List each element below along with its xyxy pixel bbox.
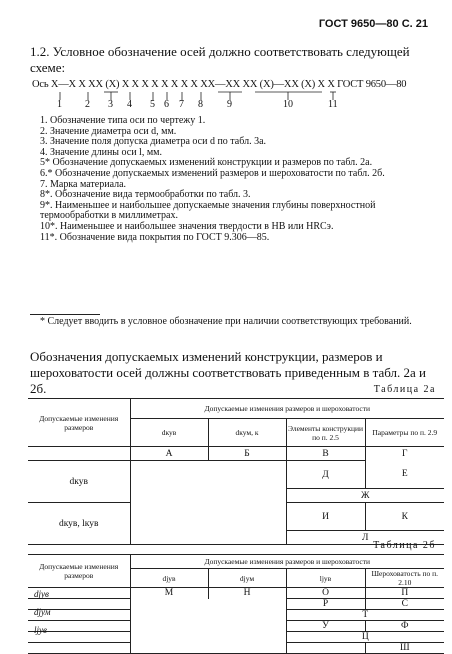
- table-a-col: Параметры по п. 2.9: [365, 419, 444, 447]
- formula-number: 7: [179, 99, 184, 110]
- table-a-col: dкум, к: [208, 419, 286, 447]
- formula-number: 6: [164, 99, 169, 110]
- designation-formula: Ось X—X X XX (X) X X X X X X X X XX—XX XX (X)—XX (X) X X ГОСТ 9650—80: [32, 79, 407, 90]
- code-cell: К: [365, 503, 444, 531]
- code-cell: Ж: [286, 489, 444, 503]
- list-item: 9*. Наименьшее и наибольшее допускаемые значения глубины поверхностной термообработки в миллиметрах.: [40, 199, 376, 222]
- list-item: 3. Значение поля допуска диаметра оси d по табл. 3а.: [40, 136, 267, 148]
- table-b-col: dјум: [208, 569, 286, 588]
- code-cell: Б: [208, 447, 286, 461]
- table-a-col0: Допускаемые изменения размеров: [28, 399, 130, 447]
- table-b-col: lјув: [286, 569, 365, 588]
- code-cell: Д: [286, 461, 365, 489]
- list-item: 6.* Обозначение допускаемых изменений размеров и шероховатости по табл. 2б.: [40, 167, 385, 179]
- formula-number: 10: [283, 99, 293, 110]
- list-item: 11*. Обозначение вида покрытия по ГОСТ 9.306—85.: [40, 231, 270, 243]
- table-b-row-label: dјув: [34, 589, 49, 599]
- code-cell: Ш: [365, 643, 444, 654]
- code-cell: Н: [208, 588, 286, 599]
- list-item: 7. Марка материала.: [40, 178, 127, 190]
- table-b-col0: Допускаемые изменения размеров: [28, 555, 130, 588]
- table-b-row-label: lјув: [34, 625, 47, 635]
- list-item: 2. Значение диаметра оси d, мм.: [40, 125, 177, 137]
- footnote: * Следует вводить в условное обозначение при наличии соответствующих требований.: [40, 316, 412, 327]
- paragraph: Обозначения допускаемых изменений конструкции, размеров и шероховатости осей должны соответствовать приведенным в табл. 2а и 2б.: [30, 349, 426, 396]
- list-item: 10*. Наименьшее и наибольшее значения твердости в HB или HRCэ.: [40, 220, 334, 232]
- code-cell: Ц: [286, 632, 444, 643]
- code-cell: М: [130, 588, 208, 599]
- code-cell: Т: [286, 610, 444, 621]
- formula-number: 1: [57, 99, 62, 110]
- list-item: 1. Обозначение типа оси по чертежу 1.: [40, 115, 206, 126]
- table-b-row-label: dјум: [34, 607, 51, 617]
- section-intro: 1.2. Условное обозначение осей должно соответствовать следующей схеме:: [30, 44, 410, 75]
- table-b: [28, 554, 444, 654]
- code-cell: Е: [365, 461, 444, 489]
- table-a-col: Элементы конструкции по п. 2.5: [286, 419, 365, 447]
- code-cell: В: [286, 447, 365, 461]
- table-b-col: dјув: [130, 569, 208, 588]
- code-cell: У: [286, 621, 365, 632]
- table-a: [28, 398, 444, 545]
- code-cell: С: [365, 599, 444, 610]
- page-header: ГОСТ 9650—80 С. 21: [318, 18, 428, 30]
- formula-number: 4: [127, 99, 132, 110]
- formula-number: 3: [108, 99, 113, 110]
- code-cell: А: [130, 447, 208, 461]
- code-cell: Г: [365, 447, 444, 461]
- code-cell: И: [286, 503, 365, 531]
- formula-number: 9: [227, 99, 232, 110]
- table-a-row-label: dкув: [28, 461, 130, 503]
- code-cell: Р: [286, 599, 365, 610]
- table-a-row-label: dкув, lкув: [28, 503, 130, 545]
- table-a-col: dкув: [130, 419, 208, 447]
- table-b-group: Допускаемые изменения размеров и шероховатости: [130, 555, 444, 569]
- formula-number: 11: [328, 99, 338, 110]
- code-cell: П: [365, 588, 444, 599]
- table-a-group: Допускаемые изменения размеров и шероховатости: [130, 399, 444, 419]
- formula-brackets: [0, 90, 452, 102]
- list-item: 4. Значение длины оси l, мм.: [40, 146, 162, 158]
- item-list: [40, 116, 438, 243]
- code-cell: Л: [286, 531, 444, 545]
- table-a-title: Таблица 2а: [373, 384, 436, 395]
- table-b-col: Шероховатость по п. 2.10: [365, 569, 444, 588]
- code-cell: Ф: [365, 621, 444, 632]
- code-cell: О: [286, 588, 365, 599]
- formula-number: 2: [85, 99, 90, 110]
- footnote-divider: [30, 314, 100, 315]
- list-item: 5* Обозначение допускаемых изменений конструкции и размеров по табл. 2а.: [40, 157, 373, 169]
- table-b-title: Таблица 2б: [373, 540, 436, 551]
- list-item: 8*. Обозначение вида термообработки по табл. 3.: [40, 189, 251, 201]
- formula-number: 8: [198, 99, 203, 110]
- formula-number: 5: [150, 99, 155, 110]
